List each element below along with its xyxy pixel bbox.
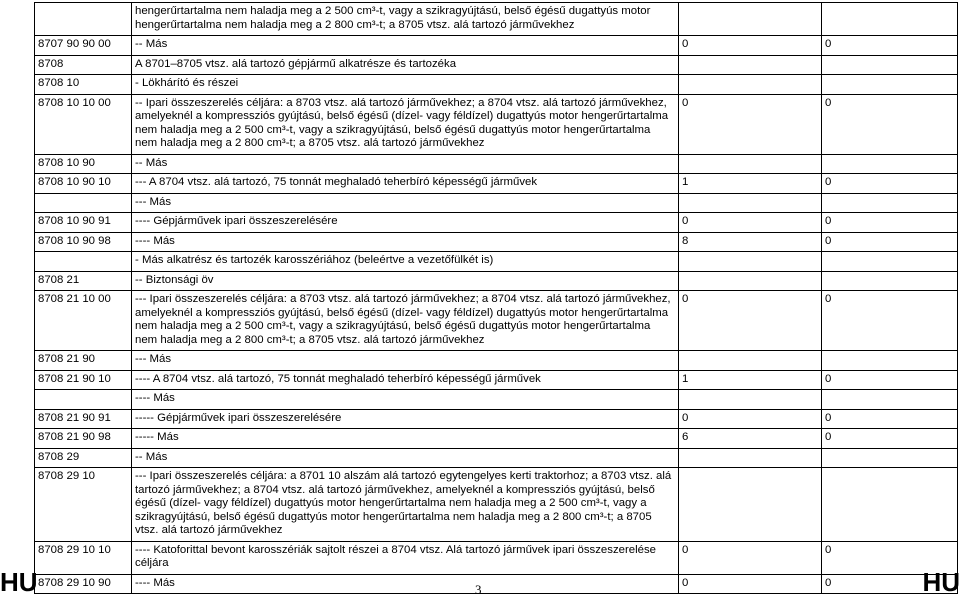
- table-row: [35, 154, 958, 174]
- description-cell: -- Más: [132, 36, 679, 56]
- description-cell: -- Más: [132, 154, 679, 174]
- page-number: 3: [475, 582, 482, 597]
- table-row: [35, 291, 958, 351]
- code-cell: 8708 21 10 00: [35, 291, 132, 351]
- table-row: [35, 271, 958, 291]
- description-cell: ---- Gépjárművek ipari összeszerelésére: [132, 213, 679, 233]
- table-row: [35, 75, 958, 95]
- rate-cell: [679, 252, 822, 272]
- unit-cell: [822, 448, 958, 468]
- unit-cell: 0: [822, 370, 958, 390]
- table-row: [35, 36, 958, 56]
- code-cell: 8708 29 10: [35, 468, 132, 542]
- unit-cell: [822, 468, 958, 542]
- language-code-left: HU: [0, 567, 38, 597]
- unit-cell: 0: [822, 291, 958, 351]
- code-cell: 8708 21 90: [35, 351, 132, 371]
- table-row: [35, 370, 958, 390]
- unit-cell: 0: [822, 409, 958, 429]
- table-row: [35, 541, 958, 574]
- unit-cell: [822, 55, 958, 75]
- code-cell: 8708 10 90 91: [35, 213, 132, 233]
- unit-cell: 0: [822, 36, 958, 56]
- tariff-table: [34, 2, 960, 597]
- table-row: [35, 193, 958, 213]
- code-cell: 8708 21 90 10: [35, 370, 132, 390]
- description-cell: -- Biztonsági öv: [132, 271, 679, 291]
- description-cell: --- A 8704 vtsz. alá tartozó, 75 tonnát meghaladó teherbíró képességű járművek: [132, 174, 679, 194]
- code-cell: [35, 390, 132, 410]
- description-cell: hengerűrtartalma nem haladja meg a 2 500 cm³-t, vagy a szikragyújtású, belső égésű dugattyús motor hengerűrtartalma nem haladja meg a 2 800 cm³-t; a 8705 vtsz. alá tartozó járművekhez: [132, 3, 679, 36]
- rate-cell: [679, 75, 822, 95]
- description-cell: ---- Más: [132, 574, 679, 594]
- unit-cell: [822, 351, 958, 371]
- code-cell: 8708 21: [35, 271, 132, 291]
- rate-cell: 0: [679, 541, 822, 574]
- code-cell: 8708 10 10 00: [35, 94, 132, 154]
- rate-cell: 0: [679, 36, 822, 56]
- unit-cell: [822, 390, 958, 410]
- code-cell: 8708 29 10 90: [35, 574, 132, 594]
- rate-cell: 1: [679, 174, 822, 194]
- unit-cell: [822, 252, 958, 272]
- code-cell: 8708 21 90 98: [35, 429, 132, 449]
- table-row: [35, 409, 958, 429]
- code-cell: [35, 252, 132, 272]
- description-cell: --- Más: [132, 193, 679, 213]
- language-code-right: HU: [922, 567, 960, 597]
- table-row: [35, 3, 958, 36]
- rate-cell: 8: [679, 232, 822, 252]
- unit-cell: [822, 193, 958, 213]
- code-cell: 8708 10: [35, 75, 132, 95]
- tariff-table-body: [35, 3, 960, 597]
- table-row: [35, 232, 958, 252]
- rate-cell: 0: [679, 291, 822, 351]
- unit-cell: [822, 75, 958, 95]
- description-cell: ----- Gépjárművek ipari összeszerelésére: [132, 409, 679, 429]
- code-cell: 8708 21 90 91: [35, 409, 132, 429]
- description-cell: --- Más: [132, 351, 679, 371]
- rate-cell: 0: [679, 94, 822, 154]
- description-cell: -- Más: [132, 448, 679, 468]
- description-cell: --- Ipari összeszerelés céljára: a 8701 10 alszám alá tartozó egytengelyes kerti traktorhoz; a 8703 vtsz. alá tartozó járművekhez; a 8704 vtsz. alá tartozó járművekhez, amelyeknél a kompressziós gyújtású, belső égésű (dízel- vagy féldízel) dugattyús motor hengerűrtartalma nem haladja meg a 2 500 cm³-t, vagy a szikragyújtású, belső égésű dugattyús motor hengerűrtartalma nem haladja meg a 2 800 cm³-t; a 8705 vtsz. alá tartozó járművekhez: [132, 468, 679, 542]
- description-cell: ---- Katoforittal bevont karosszériák sajtolt részei a 8704 vtsz. Alá tartozó járművek ipari összeszerelése céljára: [132, 541, 679, 574]
- code-cell: 8708: [35, 55, 132, 75]
- description-cell: A 8701–8705 vtsz. alá tartozó gépjármű alkatrésze és tartozéka: [132, 55, 679, 75]
- unit-cell: 0: [822, 429, 958, 449]
- table-row: [35, 252, 958, 272]
- table-row: [35, 429, 958, 449]
- code-cell: 8708 29: [35, 448, 132, 468]
- table-row: [35, 174, 958, 194]
- rate-cell: [679, 271, 822, 291]
- code-cell: 8708 10 90 10: [35, 174, 132, 194]
- table-row: [35, 468, 958, 542]
- code-cell: 8708 10 90: [35, 154, 132, 174]
- code-cell: 8708 29 10 10: [35, 541, 132, 574]
- rate-cell: 6: [679, 429, 822, 449]
- description-cell: -- Ipari összeszerelés céljára: a 8703 vtsz. alá tartozó járművekhez; a 8704 vtsz. alá tartozó járművekhez, amelyeknél a kompressziós gyújtású, belső égésű (dízel- vagy féldízel) dugattyús motor hengerűrtartalma nem haladja meg a 2 500 cm³-t, vagy a szikragyújtású, belső égésű dugattyús motor hengerűrtartalma nem haladja meg a 2 800 cm³-t; a 8705 vtsz. alá tartozó járművekhez: [132, 94, 679, 154]
- description-cell: ---- Más: [132, 232, 679, 252]
- description-cell: ----- Más: [132, 429, 679, 449]
- description-cell: - Lökhárító és részei: [132, 75, 679, 95]
- rate-cell: 0: [679, 409, 822, 429]
- unit-cell: 0: [822, 574, 958, 594]
- unit-cell: [822, 154, 958, 174]
- description-cell: ---- A 8704 vtsz. alá tartozó, 75 tonnát meghaladó teherbíró képességű járművek: [132, 370, 679, 390]
- code-cell: [35, 3, 132, 36]
- unit-cell: [822, 271, 958, 291]
- unit-cell: 0: [822, 541, 958, 574]
- description-cell: ---- Más: [132, 390, 679, 410]
- unit-cell: 0: [822, 174, 958, 194]
- rate-cell: 0: [679, 574, 822, 594]
- unit-cell: [822, 3, 958, 36]
- rate-cell: [679, 351, 822, 371]
- table-row: [35, 55, 958, 75]
- code-cell: 8708 10 90 98: [35, 232, 132, 252]
- table-row: [35, 574, 958, 594]
- description-cell: --- Ipari összeszerelés céljára: a 8703 vtsz. alá tartozó járművekhez; a 8704 vtsz. alá tartozó járművekhez, amelyeknél a kompressziós gyújtású, belső égésű (dízel- vagy féldízel) dugattyús motor hengerűrtartalma nem haladja meg a 2 500 cm³-t, vagy a szikragyújtású, belső égésű dugattyús motor hengerűrtartalma nem haladja meg a 2 800 cm³-t; a 8705 vtsz. alá tartozó járművekhez: [132, 291, 679, 351]
- code-cell: [35, 193, 132, 213]
- rate-cell: 1: [679, 370, 822, 390]
- rate-cell: [679, 390, 822, 410]
- unit-cell: 0: [822, 94, 958, 154]
- rate-cell: 0: [679, 213, 822, 233]
- description-cell: - Más alkatrész és tartozék karosszériához (beleértve a vezetőfülkét is): [132, 252, 679, 272]
- rate-cell: [679, 154, 822, 174]
- table-row: [35, 351, 958, 371]
- rate-cell: [679, 193, 822, 213]
- code-cell: 8707 90 90 00: [35, 36, 132, 56]
- table-row: [35, 213, 958, 233]
- rate-cell: [679, 3, 822, 36]
- table-row: [35, 390, 958, 410]
- rate-cell: [679, 448, 822, 468]
- rate-cell: [679, 55, 822, 75]
- unit-cell: 0: [822, 232, 958, 252]
- table-row: [35, 94, 958, 154]
- table-row: [35, 448, 958, 468]
- rate-cell: [679, 468, 822, 542]
- unit-cell: 0: [822, 213, 958, 233]
